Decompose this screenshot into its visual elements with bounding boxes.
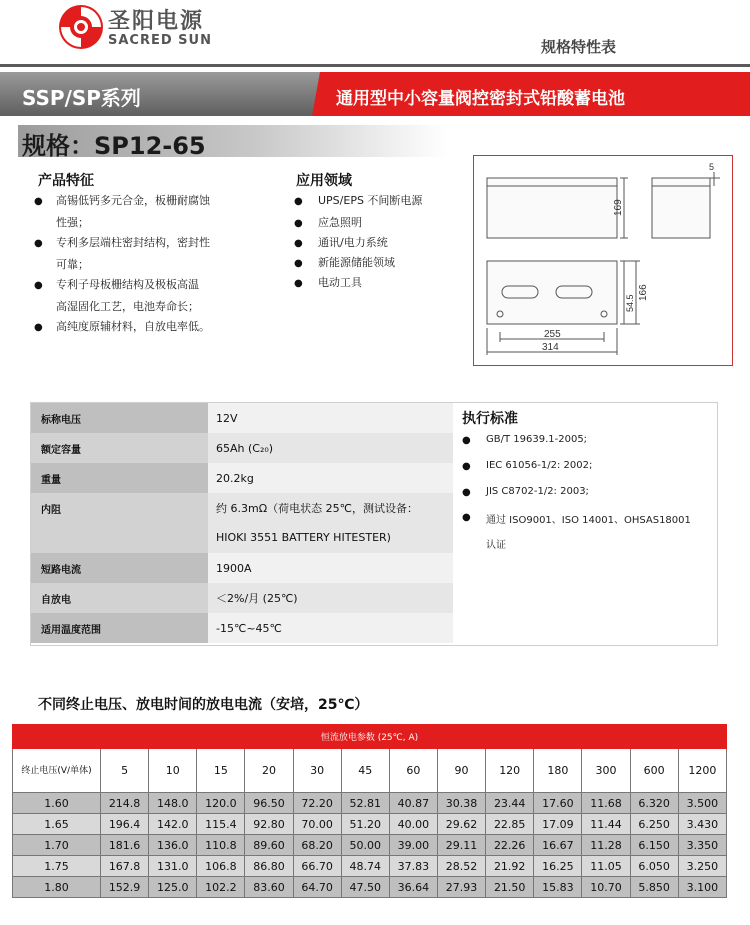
feature-line: 专利多层端柱密封结构，密封性	[56, 236, 210, 249]
voltage-cell: 1.65	[13, 814, 101, 835]
current-cell: 115.4	[197, 814, 245, 835]
time-column: 300	[582, 749, 630, 793]
time-column: 120	[486, 749, 534, 793]
bullet-icon: ●	[294, 196, 303, 207]
discharge-table	[12, 724, 727, 898]
current-cell: 148.0	[149, 793, 197, 814]
spec-value: ＜2%/月 (25℃)	[208, 583, 453, 613]
dim-5-label: 5	[709, 162, 715, 172]
application-item: UPS/EPS 不间断电源	[318, 194, 423, 207]
spec-key: 自放电	[31, 583, 208, 613]
current-cell: 96.50	[245, 793, 293, 814]
current-cell: 40.00	[389, 814, 437, 835]
voltage-cell: 1.60	[13, 793, 101, 814]
table-row	[13, 835, 727, 856]
standard-item: IEC 61056-1/2: 2002;	[486, 460, 593, 471]
standards-title: 执行标准	[462, 411, 518, 427]
time-column: 20	[245, 749, 293, 793]
current-cell: 106.8	[197, 856, 245, 877]
current-cell: 39.00	[389, 835, 437, 856]
current-cell: 17.60	[534, 793, 582, 814]
current-cell: 50.00	[341, 835, 389, 856]
current-cell: 36.64	[389, 877, 437, 898]
current-cell: 11.44	[582, 814, 630, 835]
feature-line: 高湿固化工艺，电池寿命长；	[56, 300, 199, 313]
current-cell: 21.92	[486, 856, 534, 877]
spec-value: 1900A	[208, 553, 453, 583]
spec-key: 标称电压	[31, 403, 208, 433]
application-item: 应急照明	[318, 216, 362, 229]
current-cell: 83.60	[245, 877, 293, 898]
voltage-cell: 1.80	[13, 877, 101, 898]
current-cell: 152.9	[101, 877, 149, 898]
spec-row	[31, 403, 453, 433]
bullet-icon: ●	[34, 280, 43, 291]
spec-key: 短路电流	[31, 553, 208, 583]
spec-row	[31, 463, 453, 493]
current-cell: 3.250	[678, 856, 726, 877]
spec-value: -15℃~45℃	[208, 613, 453, 643]
current-cell: 89.60	[245, 835, 293, 856]
current-cell: 16.67	[534, 835, 582, 856]
standard-item: 通过 ISO9001、ISO 14001、OHSAS18001	[486, 515, 691, 526]
time-column: 600	[630, 749, 678, 793]
current-cell: 11.68	[582, 793, 630, 814]
current-cell: 6.050	[630, 856, 678, 877]
current-cell: 15.83	[534, 877, 582, 898]
dim-166-label: 166	[638, 284, 649, 301]
standard-item: GB/T 19639.1-2005;	[486, 434, 588, 445]
current-cell: 6.250	[630, 814, 678, 835]
current-cell: 22.26	[486, 835, 534, 856]
current-cell: 11.28	[582, 835, 630, 856]
current-cell: 3.350	[678, 835, 726, 856]
current-cell: 86.80	[245, 856, 293, 877]
slogan-text: 通用型中小容量阀控密封式铅酸蓄电池	[336, 89, 625, 109]
spec-value: 20.2kg	[208, 463, 453, 493]
bullet-icon: ●	[462, 487, 471, 498]
current-cell: 3.500	[678, 793, 726, 814]
voltage-cell: 1.75	[13, 856, 101, 877]
table-row	[13, 814, 727, 835]
current-cell: 48.74	[341, 856, 389, 877]
series-title: SSP/SP系列	[22, 86, 141, 110]
current-cell: 92.80	[245, 814, 293, 835]
bullet-icon: ●	[462, 461, 471, 472]
current-cell: 6.150	[630, 835, 678, 856]
current-cell: 11.05	[582, 856, 630, 877]
current-cell: 22.85	[486, 814, 534, 835]
discharge-header: 恒流放电参数 (25℃, A)	[13, 725, 727, 749]
current-cell: 110.8	[197, 835, 245, 856]
spec-row	[31, 613, 453, 643]
current-cell: 131.0	[149, 856, 197, 877]
voltage-cell: 1.70	[13, 835, 101, 856]
discharge-title: 不同终止电压、放电时间的放电电流（安培，25℃）	[38, 697, 369, 713]
dim-255-label: 255	[544, 329, 561, 340]
current-cell: 68.20	[293, 835, 341, 856]
logo-icon	[58, 4, 104, 50]
spec-row	[31, 493, 453, 553]
document-title: 规格特性表	[541, 38, 617, 56]
dim-314-label: 314	[542, 342, 559, 353]
current-cell: 167.8	[101, 856, 149, 877]
time-column: 10	[149, 749, 197, 793]
dim-169-label: 169	[613, 199, 624, 216]
current-cell: 28.52	[437, 856, 485, 877]
application-item: 电动工具	[318, 276, 362, 289]
current-cell: 52.81	[341, 793, 389, 814]
current-cell: 37.83	[389, 856, 437, 877]
spec-value-line: 约 6.3mΩ（荷电状态 25℃，测试设备：	[216, 502, 418, 515]
bullet-icon: ●	[34, 196, 43, 207]
current-cell: 66.70	[293, 856, 341, 877]
standard-item: 认证	[486, 540, 506, 551]
brand-name-cn: 圣阳电源	[108, 9, 205, 34]
feature-line: 高纯度原辅材料，自放电率低。	[56, 320, 210, 333]
bullet-icon: ●	[462, 435, 471, 446]
current-cell: 64.70	[293, 877, 341, 898]
current-cell: 3.430	[678, 814, 726, 835]
current-cell: 102.2	[197, 877, 245, 898]
feature-line: 高锡低钙多元合金，板栅耐腐蚀	[56, 194, 210, 207]
current-cell: 120.0	[197, 793, 245, 814]
feature-line: 专利子母板栅结构及极板高温	[56, 278, 199, 291]
battery-top-view	[487, 261, 617, 324]
current-cell: 214.8	[101, 793, 149, 814]
application-item: 通讯/电力系统	[318, 236, 388, 249]
current-cell: 17.09	[534, 814, 582, 835]
current-cell: 136.0	[149, 835, 197, 856]
current-cell: 72.20	[293, 793, 341, 814]
application-item: 新能源储能领域	[318, 256, 395, 269]
bullet-icon: ●	[294, 238, 303, 249]
current-cell: 21.50	[486, 877, 534, 898]
battery-front-view	[487, 178, 617, 238]
current-cell: 70.00	[293, 814, 341, 835]
time-column: 30	[293, 749, 341, 793]
bullet-icon: ●	[462, 512, 471, 523]
spec-row	[31, 553, 453, 583]
time-column: 180	[534, 749, 582, 793]
dim-54-5-label: 54.5	[625, 294, 635, 312]
table-row	[13, 877, 727, 898]
time-column: 1200	[678, 749, 726, 793]
feature-line: 性强；	[56, 216, 89, 229]
spec-value	[208, 493, 453, 553]
current-cell: 3.100	[678, 877, 726, 898]
current-cell: 47.50	[341, 877, 389, 898]
model-label: 规格：SP12-65	[22, 132, 206, 160]
spec-value-line: HIOKI 3551 BATTERY HITESTER)	[216, 531, 391, 544]
spec-value: 12V	[208, 403, 453, 433]
time-column: 45	[341, 749, 389, 793]
bullet-icon: ●	[34, 238, 43, 249]
time-column: 60	[389, 749, 437, 793]
current-cell: 5.850	[630, 877, 678, 898]
spec-table	[31, 403, 453, 643]
spec-key: 重量	[31, 463, 208, 493]
current-cell: 40.87	[389, 793, 437, 814]
current-cell: 196.4	[101, 814, 149, 835]
table-row	[13, 856, 727, 877]
features-title: 产品特征	[38, 173, 94, 189]
time-column: 5	[101, 749, 149, 793]
voltage-column-label: 终止电压(V/单体)	[13, 749, 101, 793]
time-column: 15	[197, 749, 245, 793]
current-cell: 125.0	[149, 877, 197, 898]
battery-side-view	[652, 178, 710, 238]
discharge-header-row	[13, 725, 727, 749]
spec-value: 65Ah (C₂₀)	[208, 433, 453, 463]
current-cell: 27.93	[437, 877, 485, 898]
feature-line: 可靠；	[56, 258, 89, 271]
current-cell: 142.0	[149, 814, 197, 835]
spec-row	[31, 433, 453, 463]
applications-title: 应用领域	[296, 173, 352, 189]
brand-name-en: SACRED SUN	[108, 33, 212, 48]
current-cell: 181.6	[101, 835, 149, 856]
spec-row	[31, 583, 453, 613]
spec-key: 额定容量	[31, 433, 208, 463]
current-cell: 30.38	[437, 793, 485, 814]
current-cell: 29.11	[437, 835, 485, 856]
bullet-icon: ●	[294, 278, 303, 289]
bullet-icon: ●	[34, 322, 43, 333]
standard-item: JIS C8702-1/2: 2003;	[486, 486, 589, 497]
discharge-columns-row	[13, 749, 727, 793]
current-cell: 51.20	[341, 814, 389, 835]
current-cell: 29.62	[437, 814, 485, 835]
current-cell: 10.70	[582, 877, 630, 898]
current-cell: 23.44	[486, 793, 534, 814]
bullet-icon: ●	[294, 258, 303, 269]
current-cell: 16.25	[534, 856, 582, 877]
header-divider	[0, 64, 750, 67]
spec-key: 适用温度范围	[31, 613, 208, 643]
table-row	[13, 793, 727, 814]
spec-key: 内阻	[31, 493, 208, 553]
bullet-icon: ●	[294, 218, 303, 229]
time-column: 90	[437, 749, 485, 793]
dimension-diagram	[474, 156, 732, 365]
current-cell: 6.320	[630, 793, 678, 814]
